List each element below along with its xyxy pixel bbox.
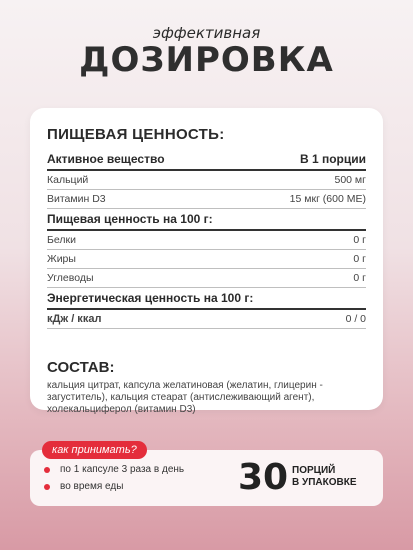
how-to-badge: как принимать? bbox=[42, 441, 147, 459]
per100-header-row bbox=[47, 209, 366, 231]
row-value: 500 мг bbox=[334, 174, 366, 186]
portion-count: 30 bbox=[238, 457, 289, 498]
portion-label bbox=[292, 465, 357, 489]
active-header-name: Активное вещество bbox=[47, 152, 165, 166]
row-name: кДж / ккал bbox=[47, 313, 102, 325]
per100-header: Пищевая ценность на 100 г: bbox=[47, 212, 213, 226]
usage-item: во время еды bbox=[60, 481, 124, 492]
list-item bbox=[44, 478, 184, 495]
bullet-dot-icon bbox=[44, 484, 50, 490]
energy-header-row bbox=[47, 288, 366, 310]
row-name: Витамин D3 bbox=[47, 193, 106, 205]
row-value: 0 г bbox=[353, 272, 366, 284]
row-name: Углеводы bbox=[47, 272, 94, 284]
list-item bbox=[44, 461, 184, 478]
table-row bbox=[47, 171, 366, 190]
row-value: 0 / 0 bbox=[345, 313, 366, 325]
row-value: 15 мкг (600 МЕ) bbox=[289, 193, 366, 205]
portion-label-line2: В УПАКОВКЕ bbox=[292, 477, 357, 488]
table-row bbox=[47, 250, 366, 269]
active-header-row bbox=[47, 149, 366, 171]
row-name: Жиры bbox=[47, 253, 76, 265]
row-value: 0 г bbox=[353, 253, 366, 265]
table-row bbox=[47, 231, 366, 250]
composition-text: кальция цитрат, капсула желатиновая (желатин, глицерин - загуститель), кальция стеарат (антислеживающий агент), холекальциферол (витамин D3) bbox=[47, 380, 323, 415]
table-row bbox=[47, 269, 366, 288]
usage-list bbox=[44, 461, 184, 495]
portion-label-line1: ПОРЦИЙ bbox=[292, 465, 336, 476]
composition-heading: СОСТАВ: bbox=[47, 359, 115, 376]
row-name: Кальций bbox=[47, 174, 89, 186]
row-value: 0 г bbox=[353, 234, 366, 246]
table-row bbox=[47, 310, 366, 329]
page-title: ДОЗИРОВКА bbox=[79, 40, 334, 80]
active-header-value: В 1 порции bbox=[299, 152, 366, 166]
nutrition-card bbox=[30, 108, 383, 415]
subtitle: эффективная bbox=[152, 24, 261, 42]
row-name: Белки bbox=[47, 234, 76, 246]
nutrition-heading: ПИЩЕВАЯ ЦЕННОСТЬ: bbox=[47, 126, 225, 143]
energy-header: Энергетическая ценность на 100 г: bbox=[47, 291, 254, 305]
usage-item: по 1 капсуле 3 раза в день bbox=[60, 464, 185, 475]
table-row bbox=[47, 190, 366, 209]
bullet-dot-icon bbox=[44, 467, 50, 473]
